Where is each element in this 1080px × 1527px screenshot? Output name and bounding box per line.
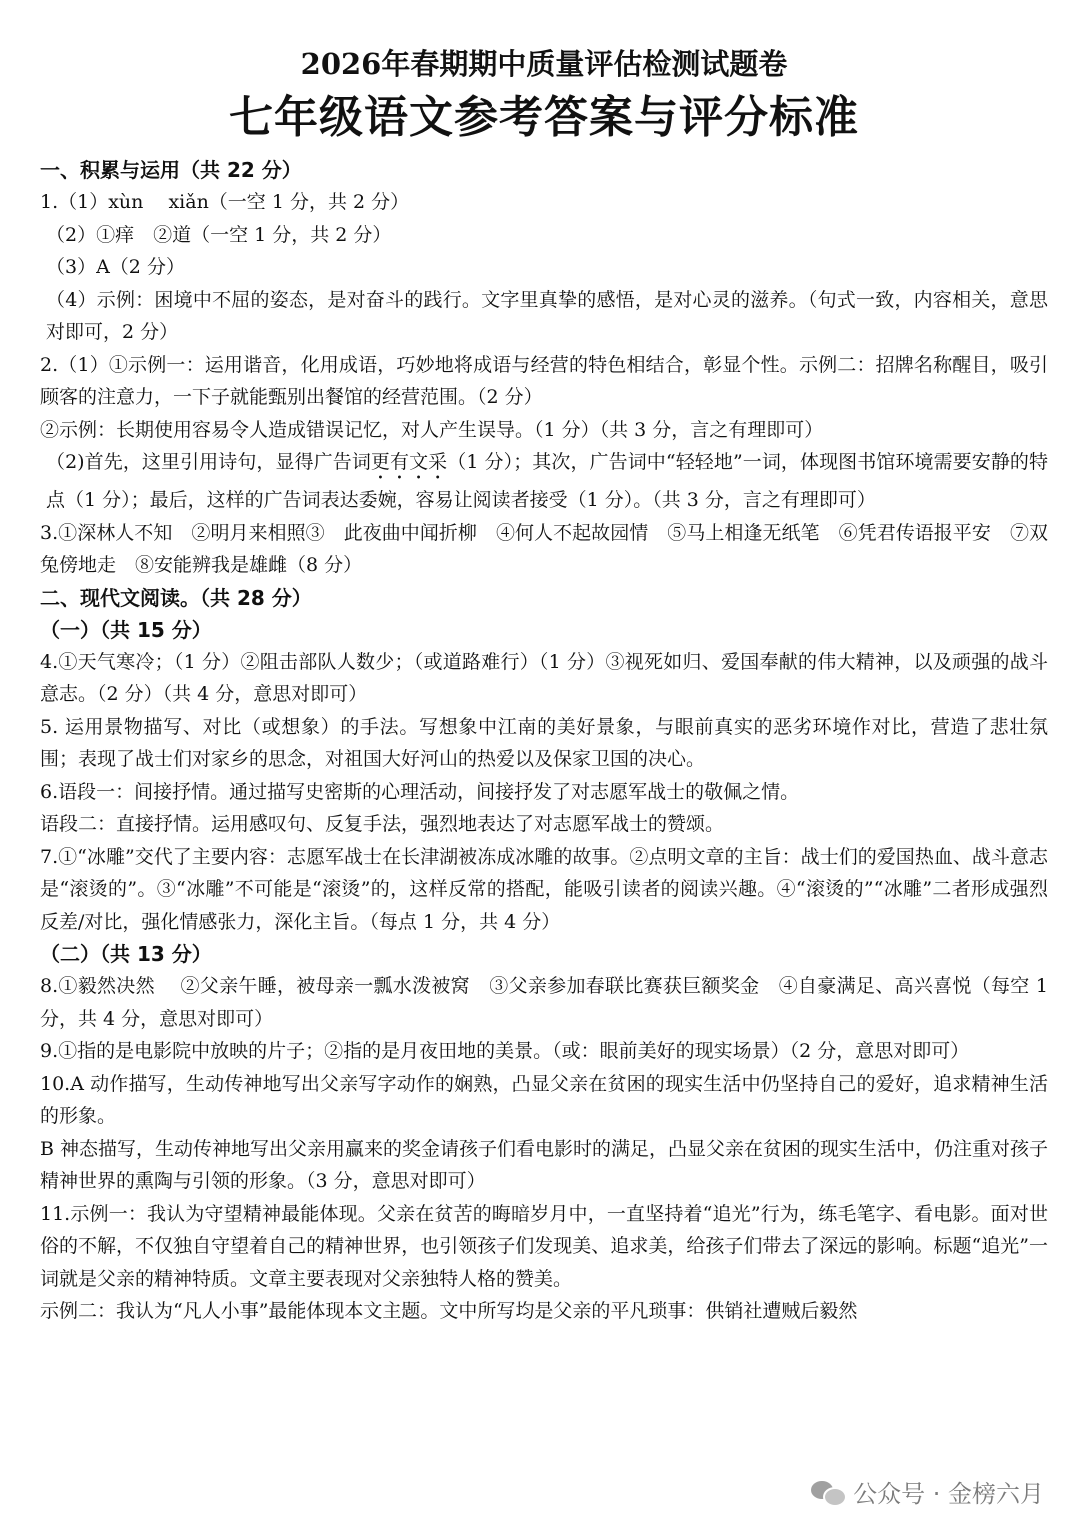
answer-line: 1.（1）xùn xiǎn（一空 1 分，共 2 分） xyxy=(40,191,410,213)
wechat-icon xyxy=(811,1479,845,1505)
subsection-heading-1: （一）（共 15 分） xyxy=(40,617,212,642)
watermark-text: 公众号 · 金榜六月 xyxy=(853,1480,1044,1508)
answer-text: （2)首先，这里引用诗句，显得广告词 xyxy=(46,451,371,473)
answer-sheet xyxy=(40,44,1048,1328)
answer-line: 9.①指的是电影院中放映的片子；②指的是月夜田地的美景。（或：眼前美好的现实场景）（2 分，意思对即可） xyxy=(40,1040,970,1062)
answer-line: 3.①深林人不知 ②明月来相照③ 此夜曲中闻折柳 ④何人不起故园情 ⑤马上相逢无纸笔 ⑥凭君传语报平安 ⑦双兔傍地走 ⑧安能辨我是雄雌（8 分） xyxy=(40,521,1048,576)
subsection-heading-2: （二）（共 13 分） xyxy=(40,942,212,966)
answer-line: B 神态描写，生动传神地写出父亲用赢来的奖金请孩子们看电影时的满足，凸显父亲在贫困的现实生活中，仍注重对孩子精神世界的熏陶与引领的形象。（3 分，意思对即可） xyxy=(40,1137,1049,1192)
answer-line: 语段二：直接抒情。运用感叹句、反复手法，强烈地表达了对志愿军战士的赞颂。 xyxy=(40,813,725,835)
answer-line: （3）A（2 分） xyxy=(46,256,185,278)
answer-line: 2.（1）①示例一：运用谐音，化用成语，巧妙地将成语与经营的特色相结合，彰显个性。示例二：招牌名称醒目，吸引顾客的注意力，一下子就能甄别出餐馆的经营范围。（2 分） xyxy=(40,353,1048,408)
answer-line: 7.①“冰雕”交代了主要内容：志愿军战士在长津湖被冻成冰雕的故事。②点明文章的主旨：战士们的爱国热血、战斗意志是“滚烫的”。③“冰雕”不可能是“滚烫”的，这样反常的搭配，能吸引读者的阅读兴趣。④“滚烫的”“冰雕”二者形成强烈反差/对比，强化情感张力，深化主旨。（每点 1 分，共 4 分） xyxy=(40,845,1048,933)
answer-line: 11.示例一：我认为守望精神最能体现。父亲在贫苦的晦暗岁月中，一直坚持着“追光”行为，练毛笔字、看电影。面对世俗的不解，不仅独自守望着自己的精神世界，也引领孩子们发现美、追求美，给孩子们带去了深远的影响。标题“追光”一词就是父亲的精神特质。文章主要表现对父亲独特人格的赞美。 xyxy=(40,1202,1048,1290)
answer-line: （2）①痒 ②道（一空 1 分，共 2 分） xyxy=(46,223,392,246)
answer-line: ②示例：长期使用容易令人造成错误记忆，对人产生误导。（1 分）（共 3 分，言之有理即可） xyxy=(40,418,824,441)
answer-line: 5. 运用景物描写、对比（或想象）的手法。写想象中江南的美好景象，与眼前真实的恶劣环境作对比，营造了悲壮氛围；表现了战士们对家乡的思念，对祖国大好河山的热爱以及保家卫国的决心。 xyxy=(40,715,1048,770)
answer-line: 4.①天气寒冷；（1 分）②阻击部队人数少；（或道路难行）（1 分）③视死如归、爱国奉献的伟大精神，以及顽强的战斗意志。（2 分）（共 4 分，意思对即可） xyxy=(40,650,1048,705)
answer-line: 6.语段一：间接抒情。通过描写史密斯的心理活动，间接抒发了对志愿军战士的敬佩之情。 xyxy=(40,780,800,803)
section-heading-1: 一、积累与运用（共 22 分） xyxy=(40,158,302,182)
answer-text: （1 分）；其次，广告词中“轻轻地”一词，体现图书馆环境需要安静的特点（1 分）；最后，这样的广告词表达委婉，容易让阅读者接受（1 分）。（共 3 分，言之有理即可） xyxy=(46,451,1048,511)
emphasized-text: 更有文采 xyxy=(370,451,448,473)
watermark xyxy=(811,1474,1044,1509)
answer-title: 七年级语文参考答案与评分标准 xyxy=(229,92,859,143)
answer-line: 8.①毅然决然 ②父亲午睡，被母亲一瓢水泼被窝 ③父亲参加春联比赛获巨额奖金 ④自豪满足、高兴喜悦（每空 1 分，共 4 分，意思对即可） xyxy=(40,975,1048,1030)
answer-line xyxy=(40,446,1048,517)
answer-line: 10.A 动作描写，生动传神地写出父亲写字动作的娴熟，凸显父亲在贫困的现实生活中仍坚持自己的爱好，追求精神生活的形象。 xyxy=(40,1072,1048,1127)
section-heading-2: 二、现代文阅读。（共 28 分） xyxy=(40,585,312,610)
answer-line: （4）示例：困境中不屈的姿态，是对奋斗的践行。文字里真挚的感悟，是对心灵的滋养。（句式一致，内容相关，意思对即可，2 分） xyxy=(46,288,1048,343)
answer-line: 示例二：我认为“凡人小事”最能体现本文主题。文中所写均是父亲的平凡琐事：供销社遭贼后毅然 xyxy=(40,1300,858,1322)
exam-title: 2026年春期期中质量评估检测试题卷 xyxy=(300,47,788,81)
